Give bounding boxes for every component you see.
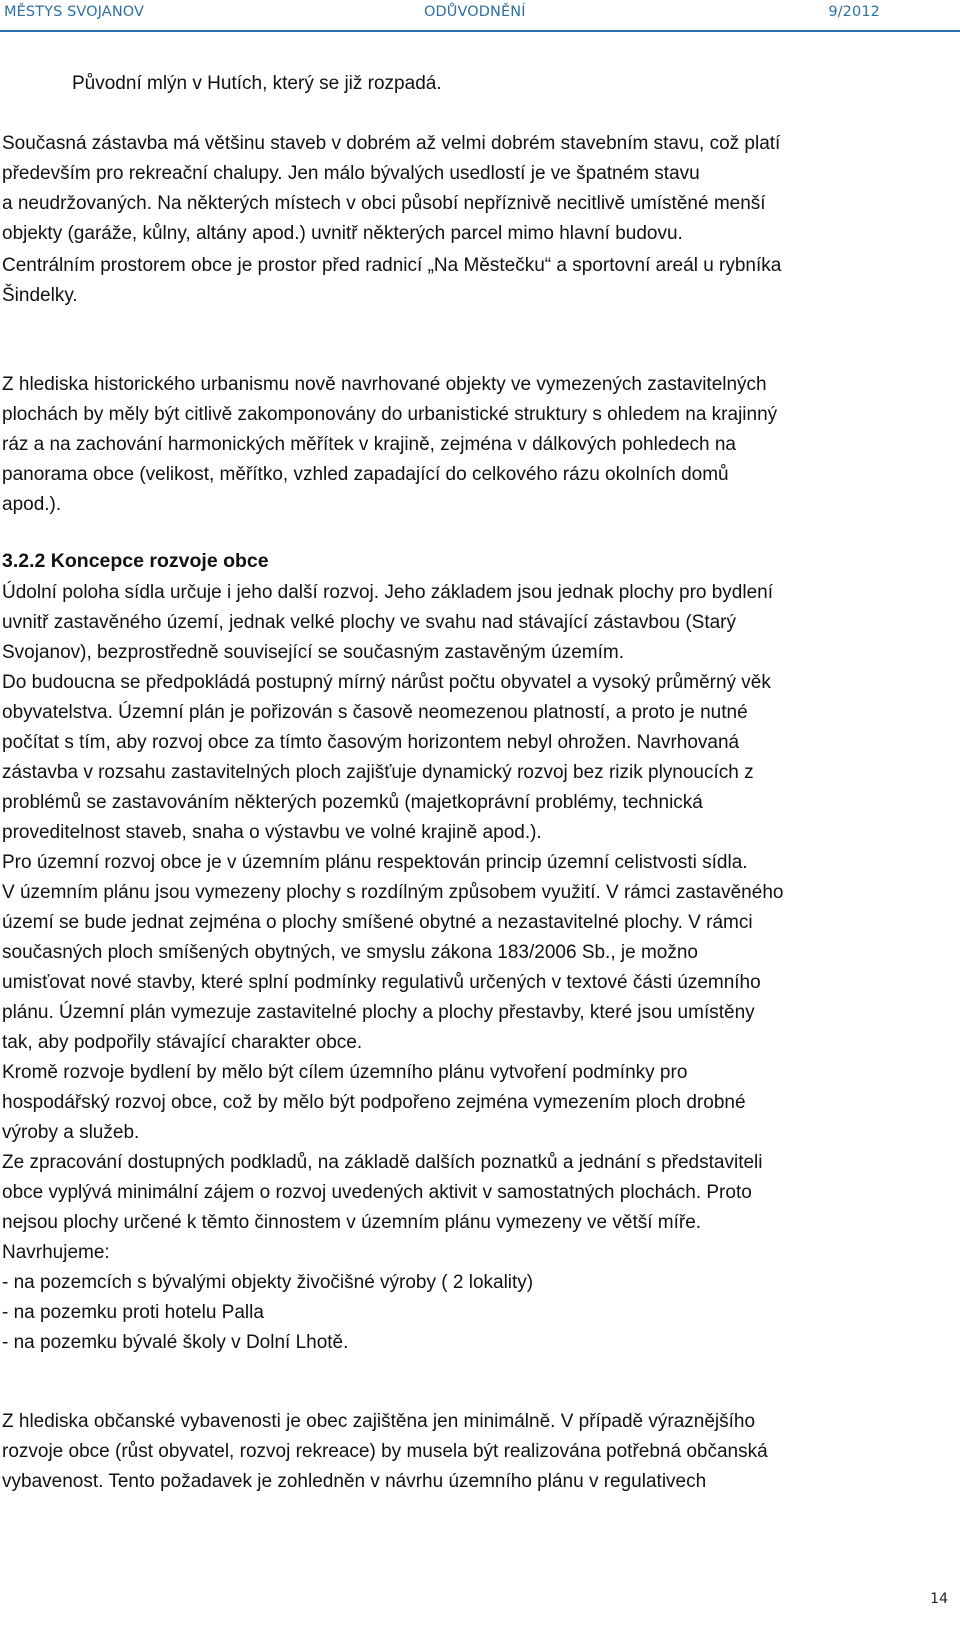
paragraph-civic-amenities: [2, 1407, 954, 1497]
text-line: zástavba v rozsahu zastavitelných ploch zajišťuje dynamický rozvoj bez rizik plynoucích z: [2, 762, 754, 783]
text-line: V územním plánu jsou vymezeny plochy s rozdílným způsobem využití. V rámci zastavěného: [2, 882, 784, 903]
section-heading: 3.2.2 Koncepce rozvoje obce: [2, 550, 269, 572]
text-line: počítat s tím, aby rozvoj obce za tímto časovým horizontem nebyl ohrožen. Navrhovaná: [2, 732, 740, 753]
text-line: plochách by měly být citlivě zakomponovány do urbanistické struktury s ohledem na krajinný: [2, 404, 778, 425]
text-line: Do budoucna se předpokládá postupný mírný nárůst počtu obyvatel a vysoký průměrný věk: [2, 672, 771, 693]
text-line: rozvoje obce (růst obyvatel, rozvoj rekreace) by musela být realizována potřebná občanská: [2, 1441, 768, 1462]
text-line: nejsou plochy určené k těmto činnostem v územním plánu vymezeny ve větší míře.: [2, 1212, 702, 1233]
text-line: výroby a služeb.: [2, 1122, 140, 1143]
list-item: - na pozemcích s bývalými objekty živočišné výroby ( 2 lokality): [2, 1272, 534, 1293]
photo-caption: Původní mlýn v Hutích, který se již rozpadá.: [72, 73, 442, 94]
text-line: tak, aby podpořily stávající charakter obce.: [2, 1032, 363, 1053]
text-line: problémů se zastavováním některých pozemků (majetkoprávní problémy, technická: [2, 792, 703, 813]
header-municipality: MĚSTYS SVOJANOV: [4, 4, 145, 20]
text-line: Údolní poloha sídla určuje i jeho další rozvoj. Jeho základem jsou jednak plochy pro bydlení: [2, 582, 774, 603]
text-line: obce vyplývá minimální zájem o rozvoj uvedených aktivit v samostatných plochách. Proto: [2, 1182, 752, 1203]
text-line: Navrhujeme:: [2, 1242, 110, 1263]
text-line: a neudržovaných. Na některých místech v obci působí nepříznivě necitlivě umístěné menší: [2, 193, 766, 214]
text-line: panorama obce (velikost, měřítko, vzhled zapadající do celkového rázu okolních domů: [2, 464, 729, 485]
text-line: současných ploch smíšených obytných, ve smyslu zákona 183/2006 Sb., je možno: [2, 942, 698, 963]
page-header: [0, 0, 960, 32]
text-line: obyvatelstva. Územní plán je pořizován s časově neomezenou platností, a proto je nutné: [2, 702, 748, 723]
text-line: především pro rekreační chalupy. Jen málo bývalých usedlostí je ve špatném stavu: [2, 163, 700, 184]
text-line: Z hlediska občanské vybavenosti je obec zajištěna jen minimálně. V případě výraznějšího: [2, 1411, 756, 1432]
text-line: území se bude jednat zejména o plochy smíšené obytné a nezastavitelné plochy. V rámci: [2, 912, 753, 933]
text-line: Ze zpracování dostupných podkladů, na základě dalších poznatků a jednání s představiteli: [2, 1152, 763, 1173]
text-line: Pro územní rozvoj obce je v územním plánu respektován princip územní celistvosti sídla.: [2, 852, 748, 873]
list-item: - na pozemku bývalé školy v Dolní Lhotě.: [2, 1332, 349, 1353]
text-line: Centrálním prostorem obce je prostor před radnicí „Na Městečku“ a sportovní areál u rybníka: [2, 255, 782, 276]
paragraph-historical-urbanism: [2, 370, 954, 520]
text-line: Z hlediska historického urbanismu nově navrhované objekty ve vymezených zastavitelných: [2, 374, 767, 395]
text-line: vybavenost. Tento požadavek je zohledněn v návrhu územního plánu v regulativech: [2, 1471, 707, 1492]
header-date: 9/2012: [828, 4, 880, 20]
text-line: umisťovat nové stavby, které splní podmínky regulativů určených v textové části územního: [2, 972, 761, 993]
text-line: plánu. Územní plán vymezuje zastavitelné plochy a plochy přestavby, které jsou umístěny: [2, 1002, 755, 1023]
text-line: ráz a na zachování harmonických měřítek v krajině, zejména v dálkových pohledech na: [2, 434, 736, 455]
text-line: uvnitř zastavěného území, jednak velké plochy ve svahu nad stávající zástavbou (Starý: [2, 612, 737, 633]
text-line: objekty (garáže, kůlny, altány apod.) uvnitř některých parcel mimo hlavní budovu.: [2, 223, 683, 244]
paragraph-central-space: [2, 251, 954, 311]
text-line: proveditelnost staveb, snaha o výstavbu ve volné krajině apod.).: [2, 822, 542, 843]
text-line: Šindelky.: [2, 285, 78, 306]
text-line: apod.).: [2, 494, 62, 515]
text-line: Kromě rozvoje bydlení by mělo být cílem územního plánu vytvoření podmínky pro: [2, 1062, 688, 1083]
page-number: 14: [930, 1591, 948, 1607]
text-line: hospodářský rozvoj obce, což by mělo být podpořeno zejména vymezením ploch drobné: [2, 1092, 746, 1113]
paragraph-development-concept: [2, 578, 954, 1358]
list-item: - na pozemku proti hotelu Palla: [2, 1302, 264, 1323]
header-section: ODŮVODNĚNÍ: [424, 4, 526, 20]
text-line: Současná zástavba má většinu staveb v dobrém až velmi dobrém stavebním stavu, což platí: [2, 133, 781, 154]
text-line: Svojanov), bezprostředně související se současným zastavěným územím.: [2, 642, 624, 663]
paragraph-current-buildings: [2, 129, 954, 249]
